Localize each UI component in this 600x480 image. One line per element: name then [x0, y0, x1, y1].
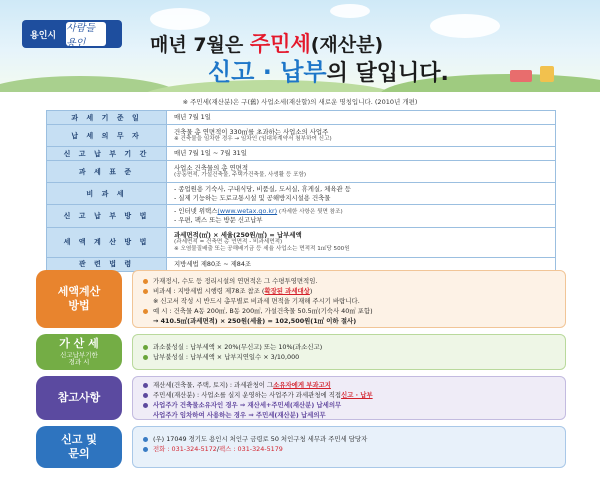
- row-label: 과 세 기 준 일: [47, 111, 167, 125]
- list-item: [143, 343, 555, 353]
- row-label: 비 과 세: [47, 183, 167, 205]
- row-line: ※ 건축물을 임차한 경우 → 임차인 (임대차계약서 첨부하여 신고): [174, 136, 332, 143]
- section-tag-label: 가 산 세: [59, 336, 99, 350]
- row-value: [167, 183, 556, 205]
- emphasis-text: 신고 · 납부: [341, 390, 373, 399]
- table-row: [47, 227, 556, 257]
- row-label: 신 고 납 부 기 간: [47, 147, 167, 161]
- inquiry-tag: [36, 426, 122, 468]
- section-tag-label: 참고사항: [57, 391, 101, 405]
- penalty-tag: [36, 334, 122, 370]
- title-suffix: (재산분): [310, 34, 384, 56]
- row-label: 과 세 표 준: [47, 161, 167, 183]
- section-tag-sub: 신고납부기한 경과 시: [60, 350, 98, 367]
- list-item: [143, 401, 555, 411]
- list-item: [143, 277, 555, 287]
- row-line: [174, 207, 548, 216]
- wetax-link[interactable]: (www.wetax.go.kr): [217, 207, 278, 215]
- bullet-icon: [143, 289, 148, 294]
- page-title-line2: [208, 52, 449, 87]
- table-row: [47, 183, 556, 205]
- bullet-icon: [143, 403, 148, 408]
- list-item-text: ※ 신고서 작성 시 반드시 총무별로 비과세 면적을 기재해 주시기 바랍니다.: [153, 296, 360, 305]
- row-line: 과세면적(㎡) × 세율(250원/㎡) = 납부세액: [174, 230, 302, 239]
- address-text: (우) 17049 경기도 용인시 처인구 금령로 50 처인구청 세무과 주민세 담당자: [153, 435, 368, 443]
- cloud-decoration: [430, 14, 500, 38]
- list-item-text: 사업주가 건축물소유자인 경우 ⇒ 재산세+주민세(재산분) 납세의무: [153, 400, 342, 409]
- calc-method-tag: [36, 270, 122, 328]
- row-line: 사업소 건축물의 총 연면적: [174, 163, 249, 172]
- bullet-icon: [143, 393, 148, 398]
- row-line: - 우편, 팩스 또는 방문 신고납부: [174, 216, 263, 225]
- row-value: 매년 7월 1일: [167, 111, 556, 125]
- phone-text: 전화 : 031-324-5172: [153, 444, 217, 453]
- penalty-section: [36, 334, 566, 370]
- fax-text: 팩스 : 031-324-5179: [219, 444, 283, 453]
- list-item-text: 비과세 : 지방세법 시행령 제78조 참조 (: [153, 286, 265, 295]
- bullet-icon: [143, 309, 148, 314]
- row-value: 지방세법 제80조 ~ 제84조: [167, 257, 556, 271]
- list-item: [143, 411, 555, 421]
- logo-mark: 사람들 용인: [66, 22, 106, 46]
- row-line: - 실제 기능하는 도로교통시설 및 공해방지시설용 건축물: [174, 193, 331, 202]
- row-value: [167, 227, 556, 257]
- list-item-text: 납부불성실 : 납부세액 × 납부지연일수 × 3/10,000: [153, 352, 300, 361]
- list-item-text: 주민세(재산분) : 사업소를 실지 운영하는 사업주가 과세관청에 직접: [153, 390, 342, 399]
- list-item: [143, 287, 555, 297]
- bullet-icon: [143, 437, 148, 442]
- row-line-text: (자세한 사항은 뒷면 참조): [277, 209, 343, 215]
- bullet-icon: [143, 345, 148, 350]
- separator-text: /: [216, 444, 219, 453]
- title-prefix: 매년 7월은: [150, 34, 250, 56]
- cloud-decoration: [330, 4, 370, 18]
- reference-body: [132, 376, 566, 420]
- list-item: [143, 317, 555, 327]
- emphasis-text: 소유자에게 부과고지: [273, 381, 331, 389]
- row-label: 세 액 계 산 방 법: [47, 227, 167, 257]
- city-logo: [22, 20, 122, 48]
- bullet-icon: [143, 447, 148, 452]
- bullet-icon: [143, 355, 148, 360]
- table-row: [47, 205, 556, 228]
- inquiry-section: [36, 426, 566, 468]
- table-row: [47, 111, 556, 125]
- list-item-text: 재산세(건축물, 주택, 토지) : 과세관청이 그: [153, 381, 274, 389]
- row-value: 매년 7월 1일 ~ 7월 31일: [167, 147, 556, 161]
- list-item-text: ): [309, 286, 313, 295]
- inquiry-body: [132, 426, 566, 468]
- title2-suffix: 의 달입니다.: [326, 61, 449, 86]
- list-item: [143, 297, 555, 307]
- row-label: 관 련 법 령: [47, 257, 167, 271]
- house-decoration: [540, 66, 554, 82]
- row-line: (공동면적, 가설건축물, 주택가건축물, 사생활 등 포함): [174, 172, 307, 179]
- section-tag-label: 세액계산 방법: [57, 285, 101, 312]
- bullet-icon: [143, 383, 148, 388]
- list-item-text: 과소불성실 : 납부세액 × 20%(무신고) 또는 10%(과소신고): [153, 343, 323, 351]
- row-line: - 종업원용 기숙사, 구내식당, 비품실, 도서실, 휴게실, 체육관 등: [174, 185, 351, 194]
- row-line-text: - 인터넷 위택스: [174, 207, 218, 215]
- title2-highlight: 신고 · 납부: [208, 58, 327, 86]
- section-tag-label: 신고 및 문의: [61, 433, 97, 460]
- logo-city-name: 용인시: [30, 30, 57, 41]
- list-item: [143, 435, 555, 445]
- row-line: ※ 오염물질배출 또는 공해배기금 등 세율 사업소는 면적적 1㎡당 500원: [174, 246, 350, 253]
- list-item-text: 가재정시, 수도 등 정리시설의 연면적은 그 수평투영면적임.: [153, 277, 318, 285]
- table-row: [47, 161, 556, 183]
- list-item: [143, 445, 555, 455]
- house-decoration: [510, 70, 532, 82]
- list-item: [143, 353, 555, 363]
- row-value: [167, 205, 556, 228]
- reference-tag: [36, 376, 122, 420]
- emphasis-text: 확장된 과세대상: [264, 286, 310, 295]
- tax-info-table: [46, 110, 556, 272]
- table-row: [47, 147, 556, 161]
- rename-note: ※ 주민세(재산분)은 구(舊) 사업소세(재산할)의 새로운 명칭입니다. (2010년 개편): [182, 98, 418, 106]
- list-item: [143, 381, 555, 391]
- reference-section: [36, 376, 566, 420]
- row-value: [167, 125, 556, 147]
- list-item-text: 사업주가 임차하여 사용하는 경우 ⇒ 주민세(재산분) 납세의무: [153, 410, 326, 419]
- list-item-text: → 410.5㎡(과세면적) × 250원(세율) = 102,500원(1㎡ 이하 절사): [153, 316, 357, 325]
- title-highlight: 주민세: [249, 32, 311, 56]
- table-row: [47, 257, 556, 271]
- list-item: [143, 391, 555, 401]
- row-label: 납 세 의 무 자: [47, 125, 167, 147]
- list-item: [143, 307, 555, 317]
- table-row: [47, 125, 556, 147]
- row-value: [167, 161, 556, 183]
- row-line: (과세면적 = 건축면 총 연면적 - 비과세면적): [174, 238, 283, 245]
- list-item-text: 예 시 : 건축물 A동 200㎡, B동 200㎡, 가설건축물 50.5㎡(기숙사 40㎡ 포함): [153, 306, 373, 315]
- row-label: 신 고 납 부 방 법: [47, 205, 167, 228]
- calc-method-section: [36, 270, 566, 328]
- header-banner: [0, 0, 600, 92]
- calc-method-body: [132, 270, 566, 328]
- bullet-icon: [143, 279, 148, 284]
- row-line: 건축물 총 연면적이 330㎡를 초과하는 사업소의 사업주: [174, 127, 329, 136]
- cloud-decoration: [150, 8, 210, 30]
- penalty-body: [132, 334, 566, 370]
